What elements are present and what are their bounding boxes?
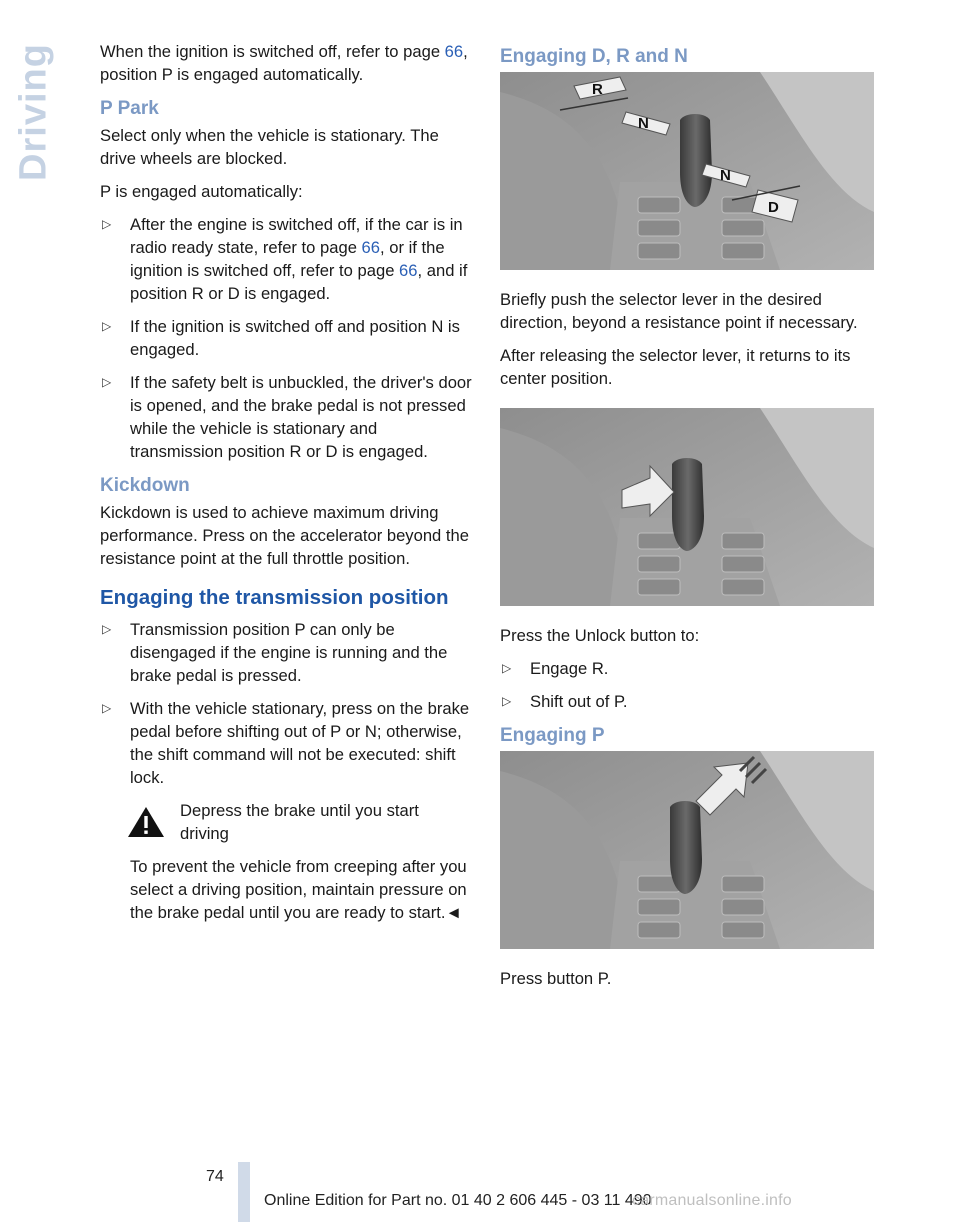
intro-paragraph: When the ignition is switched off, refer to page 66, position P is engaged automatically. [100,42,468,84]
page-number: 74 [206,1168,224,1185]
watermark: carmanualsonline.info [632,1192,792,1209]
selector-lever-directions-image [500,72,874,270]
park-paragraph-1: Select only when the vehicle is stationary. The drive wheels are blocked. [100,126,439,168]
drn-heading: Engaging D, R and N [500,46,688,67]
label-d: D [768,199,779,216]
engaging-list [100,618,472,789]
side-tab-label: Driving [12,43,55,181]
bullet-triangle-icon: ▷ [502,661,512,675]
drn-paragraph-2: After releasing the selector lever, it returns to its center position. [500,346,851,388]
list-item: ▷ After the engine is switched off, if the car is in radio ready state, refer to page 66, or if the ignition is switched off, refer to page 66, and if position R or D is engaged. [102,215,468,303]
label-n-down: N [720,167,731,184]
footer-divider [238,1162,250,1222]
park-list [100,213,472,463]
footer-edition-text: Online Edition for Part no. 01 40 2 606 445 - 03 11 490 [264,1192,652,1209]
bullet-triangle-icon: ▷ [102,622,112,636]
list-item: ▷ With the vehicle stationary, press on the brake pedal before shifting out of P or N; otherwise, the shift command will not be executed: shift lock. [102,699,470,787]
kickdown-heading: Kickdown [100,475,190,496]
unlock-list [500,657,874,713]
label-r: R [592,81,603,98]
bullet-triangle-icon: ▷ [102,319,112,333]
bullet-triangle-icon: ▷ [102,375,112,389]
button-p-image [500,751,874,949]
list-item: ▷ Shift out of P. [502,692,628,711]
kickdown-paragraph: Kickdown is used to achieve maximum driving performance. Press on the accelerator beyond the resistance point at the full throttle position. [100,503,469,568]
list-item: ▷ Engage R. [502,659,609,678]
bullet-triangle-icon: ▷ [102,701,112,715]
list-item: ▷ Transmission position P can only be disengaged if the engine is running and the brake pedal is pressed. [102,620,448,685]
park-paragraph-2: P is engaged automatically: [100,182,303,201]
label-n-up: N [638,115,649,132]
page-link[interactable]: 66 [399,261,418,280]
list-item: ▷ If the safety belt is unbuckled, the driver's door is opened, and the brake pedal is not pressed while the vehicle is stationary and transmission position R or D is engaged. [102,373,472,461]
list-item: ▷ If the ignition is switched off and position N is engaged. [102,317,460,359]
drn-paragraph-1: Briefly push the selector lever in the desired direction, beyond a resistance point if necessary. [500,290,858,332]
engaging-p-heading: Engaging P [500,725,605,746]
engaging-heading: Engaging the transmission position [100,586,449,609]
engaging-p-paragraph: Press button P. [500,969,612,988]
warning-title: Depress the brake until you start driving [180,801,419,843]
page-link[interactable]: 66 [444,42,464,61]
unlock-button-image [500,408,874,606]
warning-body: To prevent the vehicle from creeping after you select a driving position, maintain pressure on the brake pedal until you are ready to start.◄ [130,857,467,922]
warning-icon [126,799,170,845]
warning-block [100,799,472,845]
park-heading: P Park [100,98,159,119]
bullet-triangle-icon: ▷ [102,217,112,231]
right-column [500,40,874,1000]
left-column [100,40,472,934]
bullet-triangle-icon: ▷ [502,694,512,708]
page-link[interactable]: 66 [361,238,380,257]
side-tab [6,32,62,192]
unlock-paragraph: Press the Unlock button to: [500,626,700,645]
